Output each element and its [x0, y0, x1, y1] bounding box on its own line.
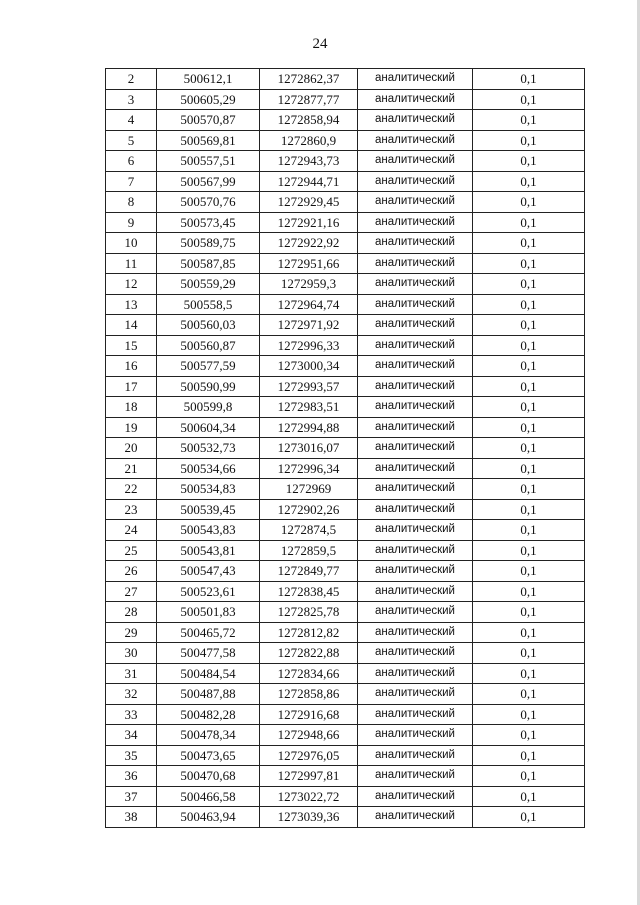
y-coordinate-cell: 1272860,9 — [260, 130, 358, 151]
y-coordinate-cell: 1272862,37 — [260, 69, 358, 90]
method-cell: аналитический — [358, 622, 473, 643]
point-number-cell: 2 — [106, 69, 157, 90]
x-coordinate-cell: 500532,73 — [157, 438, 260, 459]
accuracy-cell: 0,1 — [473, 540, 585, 561]
x-coordinate-cell: 500523,61 — [157, 581, 260, 602]
method-cell: аналитический — [358, 520, 473, 541]
method-cell: аналитический — [358, 807, 473, 828]
x-coordinate-cell: 500501,83 — [157, 602, 260, 623]
point-number-cell: 3 — [106, 89, 157, 110]
y-coordinate-cell: 1272959,3 — [260, 274, 358, 295]
point-number-cell: 24 — [106, 520, 157, 541]
table-row — [106, 704, 585, 725]
x-coordinate-cell: 500567,99 — [157, 171, 260, 192]
table-row — [106, 69, 585, 90]
y-coordinate-cell: 1272964,74 — [260, 294, 358, 315]
y-coordinate-cell: 1272834,66 — [260, 663, 358, 684]
accuracy-cell: 0,1 — [473, 704, 585, 725]
point-number-cell: 5 — [106, 130, 157, 151]
x-coordinate-cell: 500478,34 — [157, 725, 260, 746]
accuracy-cell: 0,1 — [473, 151, 585, 172]
x-coordinate-cell: 500473,65 — [157, 745, 260, 766]
point-number-cell: 11 — [106, 253, 157, 274]
x-coordinate-cell: 500470,68 — [157, 766, 260, 787]
table-row — [106, 602, 585, 623]
point-number-cell: 9 — [106, 212, 157, 233]
point-number-cell: 12 — [106, 274, 157, 295]
y-coordinate-cell: 1272877,77 — [260, 89, 358, 110]
x-coordinate-cell: 500482,28 — [157, 704, 260, 725]
y-coordinate-cell: 1272996,34 — [260, 458, 358, 479]
accuracy-cell: 0,1 — [473, 684, 585, 705]
point-number-cell: 13 — [106, 294, 157, 315]
table-row — [106, 643, 585, 664]
method-cell: аналитический — [358, 663, 473, 684]
accuracy-cell: 0,1 — [473, 192, 585, 213]
method-cell: аналитический — [358, 397, 473, 418]
accuracy-cell: 0,1 — [473, 315, 585, 336]
y-coordinate-cell: 1272948,66 — [260, 725, 358, 746]
method-cell: аналитический — [358, 376, 473, 397]
y-coordinate-cell: 1272969 — [260, 479, 358, 500]
method-cell: аналитический — [358, 212, 473, 233]
method-cell: аналитический — [358, 192, 473, 213]
point-number-cell: 25 — [106, 540, 157, 561]
accuracy-cell: 0,1 — [473, 376, 585, 397]
accuracy-cell: 0,1 — [473, 438, 585, 459]
point-number-cell: 21 — [106, 458, 157, 479]
x-coordinate-cell: 500465,72 — [157, 622, 260, 643]
method-cell: аналитический — [358, 356, 473, 377]
y-coordinate-cell: 1272874,5 — [260, 520, 358, 541]
y-coordinate-cell: 1272858,94 — [260, 110, 358, 131]
method-cell: аналитический — [358, 294, 473, 315]
table-row — [106, 745, 585, 766]
table-row — [106, 110, 585, 131]
method-cell: аналитический — [358, 315, 473, 336]
point-number-cell: 4 — [106, 110, 157, 131]
point-number-cell: 6 — [106, 151, 157, 172]
method-cell: аналитический — [358, 766, 473, 787]
accuracy-cell: 0,1 — [473, 110, 585, 131]
table-row — [106, 192, 585, 213]
table-row — [106, 725, 585, 746]
accuracy-cell: 0,1 — [473, 807, 585, 828]
x-coordinate-cell: 500557,51 — [157, 151, 260, 172]
point-number-cell: 8 — [106, 192, 157, 213]
x-coordinate-cell: 500466,58 — [157, 786, 260, 807]
y-coordinate-cell: 1272859,5 — [260, 540, 358, 561]
page-number: 24 — [312, 36, 328, 52]
x-coordinate-cell: 500587,85 — [157, 253, 260, 274]
y-coordinate-cell: 1272922,92 — [260, 233, 358, 254]
point-number-cell: 18 — [106, 397, 157, 418]
accuracy-cell: 0,1 — [473, 233, 585, 254]
accuracy-cell: 0,1 — [473, 725, 585, 746]
y-coordinate-cell: 1272976,05 — [260, 745, 358, 766]
x-coordinate-cell: 500605,29 — [157, 89, 260, 110]
accuracy-cell: 0,1 — [473, 458, 585, 479]
point-number-cell: 32 — [106, 684, 157, 705]
table-row — [106, 458, 585, 479]
point-number-cell: 33 — [106, 704, 157, 725]
x-coordinate-cell: 500534,83 — [157, 479, 260, 500]
table-row — [106, 397, 585, 418]
table-row — [106, 171, 585, 192]
method-cell: аналитический — [358, 458, 473, 479]
x-coordinate-cell: 500539,45 — [157, 499, 260, 520]
accuracy-cell: 0,1 — [473, 397, 585, 418]
accuracy-cell: 0,1 — [473, 643, 585, 664]
point-number-cell: 14 — [106, 315, 157, 336]
table-row — [106, 786, 585, 807]
y-coordinate-cell: 1272944,71 — [260, 171, 358, 192]
point-number-cell: 20 — [106, 438, 157, 459]
y-coordinate-cell: 1272812,82 — [260, 622, 358, 643]
x-coordinate-cell: 500599,8 — [157, 397, 260, 418]
x-coordinate-cell: 500590,99 — [157, 376, 260, 397]
x-coordinate-cell: 500477,58 — [157, 643, 260, 664]
accuracy-cell: 0,1 — [473, 602, 585, 623]
table-row — [106, 663, 585, 684]
point-number-cell: 28 — [106, 602, 157, 623]
point-number-cell: 10 — [106, 233, 157, 254]
y-coordinate-cell: 1272996,33 — [260, 335, 358, 356]
x-coordinate-cell: 500487,88 — [157, 684, 260, 705]
method-cell: аналитический — [358, 479, 473, 500]
table-row — [106, 274, 585, 295]
x-coordinate-cell: 500589,75 — [157, 233, 260, 254]
table-row — [106, 212, 585, 233]
table-row — [106, 130, 585, 151]
accuracy-cell: 0,1 — [473, 786, 585, 807]
y-coordinate-cell: 1272983,51 — [260, 397, 358, 418]
method-cell: аналитический — [358, 499, 473, 520]
method-cell: аналитический — [358, 151, 473, 172]
accuracy-cell: 0,1 — [473, 274, 585, 295]
table-row — [106, 376, 585, 397]
x-coordinate-cell: 500577,59 — [157, 356, 260, 377]
point-number-cell: 19 — [106, 417, 157, 438]
method-cell: аналитический — [358, 704, 473, 725]
y-coordinate-cell: 1272951,66 — [260, 253, 358, 274]
x-coordinate-cell: 500543,83 — [157, 520, 260, 541]
table-row — [106, 438, 585, 459]
x-coordinate-cell: 500534,66 — [157, 458, 260, 479]
accuracy-cell: 0,1 — [473, 479, 585, 500]
method-cell: аналитический — [358, 602, 473, 623]
point-number-cell: 26 — [106, 561, 157, 582]
y-coordinate-cell: 1272997,81 — [260, 766, 358, 787]
y-coordinate-cell: 1272838,45 — [260, 581, 358, 602]
method-cell: аналитический — [358, 561, 473, 582]
y-coordinate-cell: 1273000,34 — [260, 356, 358, 377]
table-row — [106, 479, 585, 500]
table-row — [106, 684, 585, 705]
table-row — [106, 335, 585, 356]
x-coordinate-cell: 500570,76 — [157, 192, 260, 213]
table-row — [106, 540, 585, 561]
y-coordinate-cell: 1273039,36 — [260, 807, 358, 828]
method-cell: аналитический — [358, 89, 473, 110]
table-row — [106, 622, 585, 643]
x-coordinate-cell: 500612,1 — [157, 69, 260, 90]
table-row — [106, 233, 585, 254]
y-coordinate-cell: 1273016,07 — [260, 438, 358, 459]
method-cell: аналитический — [358, 110, 473, 131]
point-number-cell: 37 — [106, 786, 157, 807]
method-cell: аналитический — [358, 643, 473, 664]
accuracy-cell: 0,1 — [473, 212, 585, 233]
point-number-cell: 34 — [106, 725, 157, 746]
y-coordinate-cell: 1272943,73 — [260, 151, 358, 172]
table-row — [106, 561, 585, 582]
accuracy-cell: 0,1 — [473, 520, 585, 541]
table-row — [106, 766, 585, 787]
point-number-cell: 31 — [106, 663, 157, 684]
table-row — [106, 520, 585, 541]
y-coordinate-cell: 1272858,86 — [260, 684, 358, 705]
point-number-cell: 16 — [106, 356, 157, 377]
x-coordinate-cell: 500569,81 — [157, 130, 260, 151]
point-number-cell: 17 — [106, 376, 157, 397]
accuracy-cell: 0,1 — [473, 622, 585, 643]
coordinates-table — [105, 68, 585, 828]
point-number-cell: 30 — [106, 643, 157, 664]
x-coordinate-cell: 500559,29 — [157, 274, 260, 295]
y-coordinate-cell: 1272971,92 — [260, 315, 358, 336]
accuracy-cell: 0,1 — [473, 171, 585, 192]
accuracy-cell: 0,1 — [473, 663, 585, 684]
point-number-cell: 15 — [106, 335, 157, 356]
accuracy-cell: 0,1 — [473, 294, 585, 315]
method-cell: аналитический — [358, 786, 473, 807]
x-coordinate-cell: 500570,87 — [157, 110, 260, 131]
table-row — [106, 581, 585, 602]
method-cell: аналитический — [358, 274, 473, 295]
point-number-cell: 38 — [106, 807, 157, 828]
method-cell: аналитический — [358, 684, 473, 705]
x-coordinate-cell: 500560,03 — [157, 315, 260, 336]
point-number-cell: 35 — [106, 745, 157, 766]
x-coordinate-cell: 500604,34 — [157, 417, 260, 438]
method-cell: аналитический — [358, 233, 473, 254]
table-row — [106, 315, 585, 336]
method-cell: аналитический — [358, 438, 473, 459]
y-coordinate-cell: 1272902,26 — [260, 499, 358, 520]
y-coordinate-cell: 1272929,45 — [260, 192, 358, 213]
accuracy-cell: 0,1 — [473, 561, 585, 582]
y-coordinate-cell: 1272993,57 — [260, 376, 358, 397]
table-row — [106, 499, 585, 520]
point-number-cell: 7 — [106, 171, 157, 192]
point-number-cell: 27 — [106, 581, 157, 602]
accuracy-cell: 0,1 — [473, 130, 585, 151]
x-coordinate-cell: 500463,94 — [157, 807, 260, 828]
y-coordinate-cell: 1273022,72 — [260, 786, 358, 807]
x-coordinate-cell: 500484,54 — [157, 663, 260, 684]
y-coordinate-cell: 1272994,88 — [260, 417, 358, 438]
method-cell: аналитический — [358, 417, 473, 438]
x-coordinate-cell: 500573,45 — [157, 212, 260, 233]
x-coordinate-cell: 500558,5 — [157, 294, 260, 315]
method-cell: аналитический — [358, 745, 473, 766]
method-cell: аналитический — [358, 130, 473, 151]
method-cell: аналитический — [358, 335, 473, 356]
accuracy-cell: 0,1 — [473, 499, 585, 520]
table-row — [106, 294, 585, 315]
y-coordinate-cell: 1272825,78 — [260, 602, 358, 623]
table-row — [106, 807, 585, 828]
accuracy-cell: 0,1 — [473, 69, 585, 90]
x-coordinate-cell: 500560,87 — [157, 335, 260, 356]
point-number-cell: 23 — [106, 499, 157, 520]
accuracy-cell: 0,1 — [473, 356, 585, 377]
point-number-cell: 36 — [106, 766, 157, 787]
accuracy-cell: 0,1 — [473, 581, 585, 602]
accuracy-cell: 0,1 — [473, 89, 585, 110]
y-coordinate-cell: 1272921,16 — [260, 212, 358, 233]
coordinates-table-body — [106, 69, 585, 828]
table-row — [106, 417, 585, 438]
method-cell: аналитический — [358, 581, 473, 602]
y-coordinate-cell: 1272822,88 — [260, 643, 358, 664]
method-cell: аналитический — [358, 69, 473, 90]
table-row — [106, 253, 585, 274]
accuracy-cell: 0,1 — [473, 766, 585, 787]
y-coordinate-cell: 1272916,68 — [260, 704, 358, 725]
accuracy-cell: 0,1 — [473, 335, 585, 356]
point-number-cell: 29 — [106, 622, 157, 643]
accuracy-cell: 0,1 — [473, 745, 585, 766]
y-coordinate-cell: 1272849,77 — [260, 561, 358, 582]
table-row — [106, 151, 585, 172]
table-row — [106, 89, 585, 110]
method-cell: аналитический — [358, 725, 473, 746]
accuracy-cell: 0,1 — [473, 417, 585, 438]
x-coordinate-cell: 500547,43 — [157, 561, 260, 582]
accuracy-cell: 0,1 — [473, 253, 585, 274]
method-cell: аналитический — [358, 540, 473, 561]
method-cell: аналитический — [358, 171, 473, 192]
point-number-cell: 22 — [106, 479, 157, 500]
method-cell: аналитический — [358, 253, 473, 274]
table-row — [106, 356, 585, 377]
x-coordinate-cell: 500543,81 — [157, 540, 260, 561]
